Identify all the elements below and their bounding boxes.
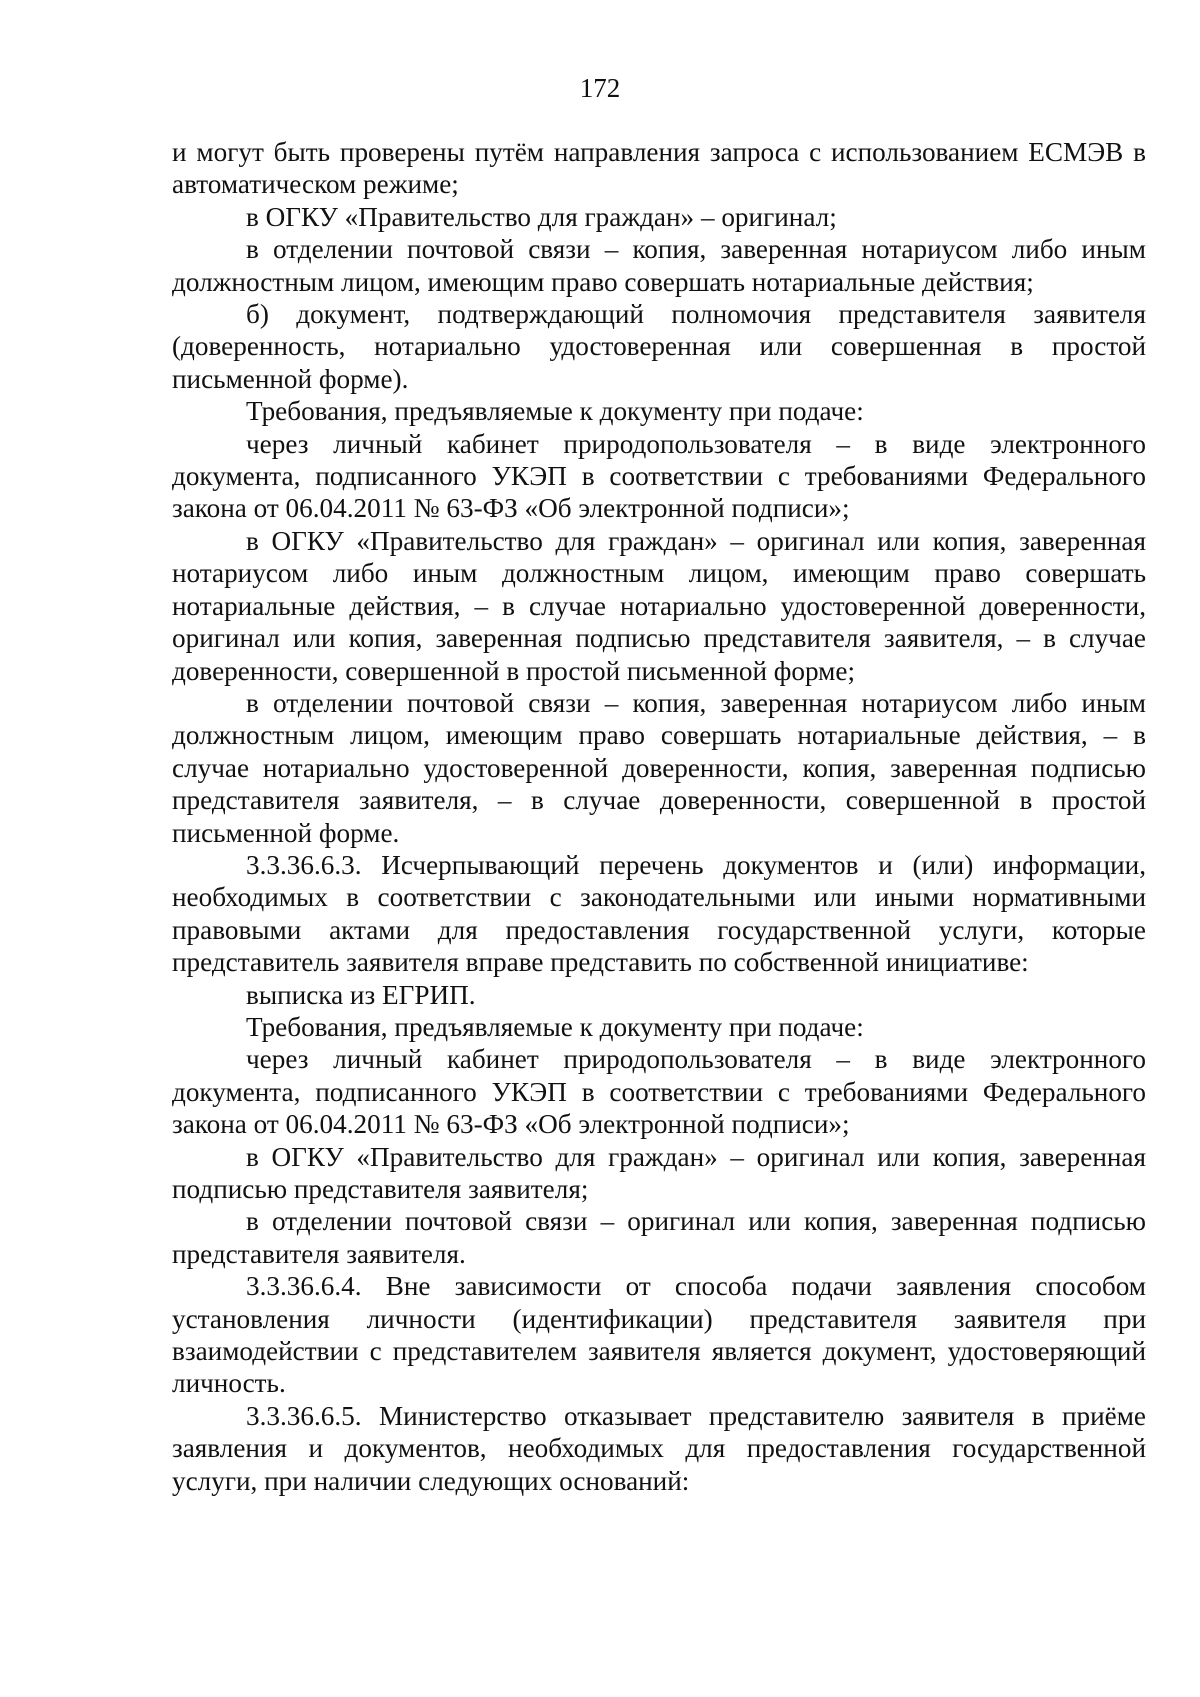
document-body (172, 136, 1146, 1497)
paragraph-3: в отделении почтовой связи – копия, заверенная нотариусом либо иным должностным лицом, имеющим право совершать нотариальные действия; (172, 234, 1146, 297)
paragraph-11: Требования, предъявляемые к документу при подаче: (246, 1011, 864, 1042)
paragraph-6: через личный кабинет природопользователя – в виде электронного документа, подписанного УКЭП в соответствии с требованиями Федерального закона от 06.04.2011 № 63-ФЗ «Об электронной подписи»; (172, 428, 1146, 524)
paragraph-4: б) документ, подтверждающий полномочия представителя заявителя (доверенность, нотариально удостоверенная или совершенная в простой письменной форме). (172, 299, 1146, 394)
paragraph-8: в отделении почтовой связи – копия, заверенная нотариусом либо иным должностным лицом, имеющим право совершать нотариальные действия, – в случае нотариально удостоверенной доверенности, копия, заверенная подписью представителя заявителя, – в случае доверенности, совершенной в простой письменной форме. (172, 687, 1146, 848)
paragraph-10: выписка из ЕГРИП. (246, 979, 476, 1010)
page-number: 172 (579, 73, 621, 103)
paragraph-12: через личный кабинет природопользователя – в виде электронного документа, подписанного УКЭП в соответствии с требованиями Федерального закона от 06.04.2011 № 63-ФЗ «Об электронной подписи»; (172, 1044, 1146, 1140)
paragraph-15: 3.3.36.6.4. Вне зависимости от способа подачи заявления способом установления личности (идентификации) представителя заявителя при взаимодействии с представителем заявителя является документ, удостоверяющий личность. (172, 1271, 1146, 1399)
paragraph-13: в ОГКУ «Правительство для граждан» – оригинал или копия, заверенная подписью представителя заявителя; (172, 1141, 1146, 1204)
paragraph-7: в ОГКУ «Правительство для граждан» – оригинал или копия, заверенная нотариусом либо иным должностным лицом, имеющим право совершать нотариальные действия, – в случае нотариально удостоверенной доверенности, оригинал или копия, заверенная подписью представителя заявителя, – в случае доверенности, совершенной в простой письменной форме; (172, 525, 1146, 686)
paragraph-14: в отделении почтовой связи – оригинал или копия, заверенная подписью представителя заявителя. (172, 1206, 1146, 1269)
paragraph-16: 3.3.36.6.5. Министерство отказывает представителю заявителя в приёме заявления и документов, необходимых для предоставления государственной услуги, при наличии следующих оснований: (172, 1400, 1146, 1496)
paragraph-2: в ОГКУ «Правительство для граждан» – оригинал; (246, 201, 837, 232)
paragraph-1: и могут быть проверены путём направления запроса с использованием ЕСМЭВ в автоматическом режиме; (172, 137, 1146, 200)
paragraph-5: Требования, предъявляемые к документу при подаче: (246, 396, 864, 427)
paragraph-9: 3.3.36.6.3. Исчерпывающий перечень документов и (или) информации, необходимых в соответствии с законодательными или иными нормативными правовыми актами для предоставления государственной услуги, которые представитель заявителя вправе представить по собственной инициативе: (172, 849, 1146, 978)
